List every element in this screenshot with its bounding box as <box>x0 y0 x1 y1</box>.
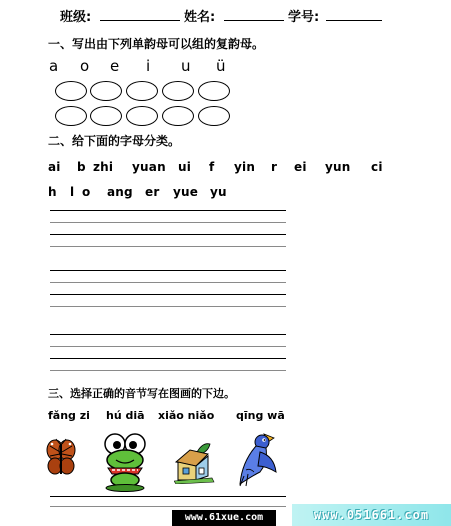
writing-line[interactable] <box>50 294 286 295</box>
name-blank[interactable] <box>224 8 284 21</box>
syllable-item: xiǎo niǎo <box>158 409 215 422</box>
answer-oval[interactable] <box>90 106 122 126</box>
writing-line[interactable] <box>50 282 286 283</box>
letter-item: ci <box>371 160 383 174</box>
writing-line[interactable] <box>50 334 286 335</box>
answer-oval[interactable] <box>162 81 194 101</box>
writing-line[interactable] <box>50 346 286 347</box>
letter-item: er <box>145 185 160 199</box>
answer-oval[interactable] <box>55 81 87 101</box>
writing-line[interactable] <box>50 210 286 211</box>
id-label: 学号: <box>288 10 320 25</box>
section3-title: 三、选择正确的音节写在图画的下边。 <box>48 387 235 400</box>
letter-item: ai <box>48 160 61 174</box>
syllable-item: qīng wā <box>236 409 285 422</box>
class-blank[interactable] <box>100 8 180 21</box>
class-label: 班级: <box>60 10 92 25</box>
answer-oval[interactable] <box>126 81 158 101</box>
letter-item: zhi <box>93 160 114 174</box>
house-icon <box>174 440 216 484</box>
letter-item: h <box>48 185 57 199</box>
bird-icon <box>234 432 278 488</box>
answer-oval[interactable] <box>126 106 158 126</box>
letter-item: ei <box>294 160 307 174</box>
letter-item: yue <box>173 185 199 199</box>
writing-line[interactable] <box>50 246 286 247</box>
answer-oval[interactable] <box>90 81 122 101</box>
id-blank[interactable] <box>326 8 382 21</box>
writing-line[interactable] <box>50 234 286 235</box>
writing-line[interactable] <box>50 370 286 371</box>
letter-item: o <box>82 185 91 199</box>
butterfly-icon <box>46 438 76 478</box>
writing-line[interactable] <box>50 222 286 223</box>
answer-line[interactable] <box>50 506 286 507</box>
syllable-item: hú diā <box>106 409 145 422</box>
letter-item: f <box>209 160 215 174</box>
answer-oval[interactable] <box>55 106 87 126</box>
answer-oval[interactable] <box>198 81 230 101</box>
letter-item: b <box>77 160 86 174</box>
section1-title: 一、写出由下列单韵母可以组的复韵母。 <box>48 37 265 51</box>
letter-item: yu <box>210 185 227 199</box>
answer-oval[interactable] <box>162 106 194 126</box>
section2-title: 二、给下面的字母分类。 <box>48 134 181 148</box>
frog-icon <box>102 432 148 492</box>
letter-item: l <box>70 185 75 199</box>
name-label: 姓名: <box>184 10 216 25</box>
letter-item: yuan <box>132 160 166 174</box>
writing-line[interactable] <box>50 270 286 271</box>
vowel-v: ü <box>216 57 226 75</box>
vowel-o: o <box>80 57 90 75</box>
letter-item: ui <box>178 160 192 174</box>
answer-oval[interactable] <box>198 106 230 126</box>
writing-line[interactable] <box>50 358 286 359</box>
vowel-e: e <box>110 57 120 75</box>
writing-line[interactable] <box>50 306 286 307</box>
syllable-item: fǎng zi <box>48 409 90 422</box>
vowel-u: u <box>181 57 191 75</box>
vowel-i: i <box>146 57 151 75</box>
letter-item: ang <box>107 185 133 199</box>
letter-item: yin <box>234 160 256 174</box>
watermark-right: www.051661.com <box>292 504 451 526</box>
letter-item: yun <box>325 160 351 174</box>
answer-line[interactable] <box>50 496 286 497</box>
letter-item: r <box>271 160 278 174</box>
vowel-a: a <box>49 57 59 75</box>
watermark-left: www.61xue.com <box>172 510 276 526</box>
